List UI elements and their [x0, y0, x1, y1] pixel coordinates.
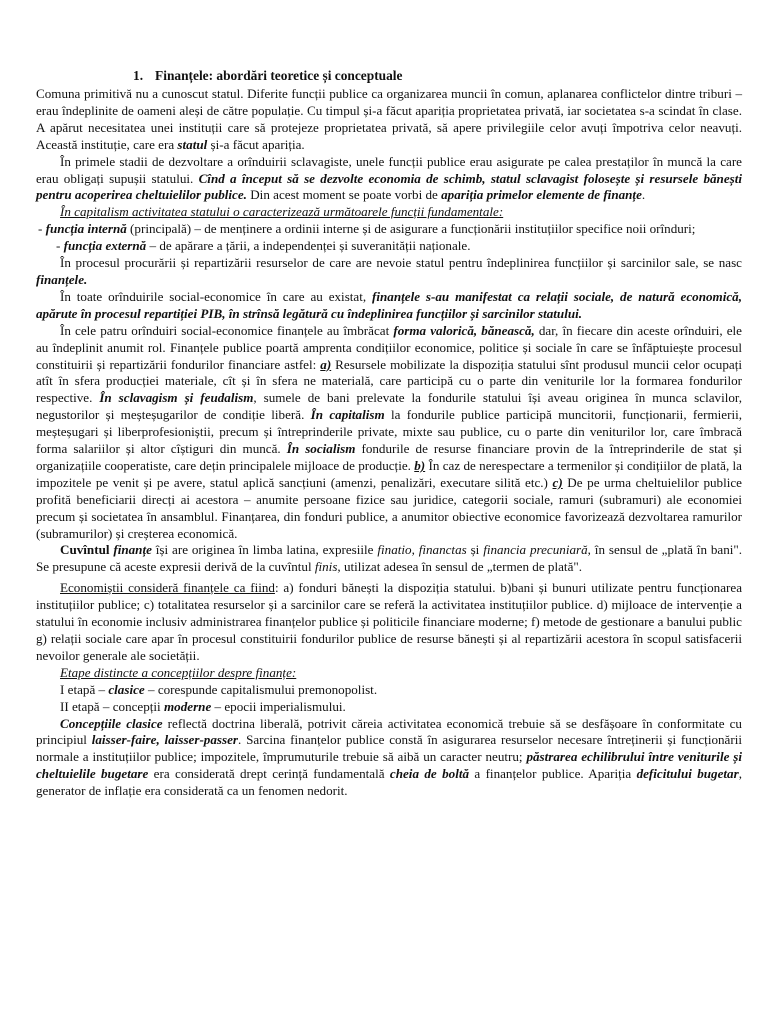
paragraph-four-systems: În cele patru orînduiri social-economice finanțele au îmbrăcat forma valorică, bănească, dar, în fiecare din aceste orînduiri, ele au îndeplinit anumit rol. Finanțele publice poartă amprenta condițiilor economice, politice și sociale în care se înfăptuiește procesul constituirii și repartizării fondurilor financiare astfel: a) Resursele mobilizate la dispoziția statului sînt produsul muncii celor ocupați atît în sfera producției materiale, cît și în sfera ne materială, care participă cu o parte din veniturile lor la formarea fondurilor respective. În sclavagism și feudalism, sumele de bani prelevate la fondurile statului își aveau originea în munca sclavilor, negustorilor și meșteșugarilor de condiție liberă. În capitalism la fondurile publice participă muncitorii, funcționarii, fermierii, meșteșugari și liberprofesioniștii, precum și întreprinderile private, mixte sau publice, cu o parte din veniturilor lor, care îmbracă forma salariilor și altor cîștiguri din muncă. În socialism fondurile de resurse financiare provin de la întreprinderile de stat și organizațiile cooperatiste, care dețin principalele mijloace de producție. b) În caz de nerespectare a termenilor și condițiilor de plată, la impozitele pe venit și pe avere, statul aplică sancțiuni (amenzi, penalizări, executare silită etc.) c) De pe urma cheltuielilor publice profită beneficiarii direcți ai acestora – anumite persoane fizice sau juridice, categorii sociale, ramuri (subramuri) ale economiei precum și societatea în ansamblul. Finanțarea, din fonduri publice, a anumitor obiective economice favorizează dezvoltarea ramurilor (subramurilor) și creșterea economică. [36, 322, 743, 541]
paragraph-economists: Economiștii consideră finanțele ca fiind: a) fonduri bănești la dispoziția statului. b)bani și bunuri utilizate pentru funcționarea instituțiilor publice; c) totalitatea resurselor și a sarcinilor care se referă la activitatea instituțiilor publice. d) mijloace de intervenție a statului în economie inclusiv administrarea finanțelor publice și politicile financiare moderne; f) metode de gestionare a banului public g) relații sociale care apar în procesul constituirii fondurilor publice de resurse bănești și al repartizării acestora în scopul satisfacerii nevoilor generale ale societății. [36, 580, 743, 663]
paragraph-word-origin: Cuvîntul finanțe își are originea în limba latina, expresiile finatio, financtas și financia precuniară, în sensul de „plată în bani". Se presupune că aceste expresii derivă de la cuvîntul finis, utilizat adesea în sensul de „termen de plată". [36, 542, 743, 575]
paragraph-stage-two: II etapă – concepții moderne – epocii imperialismului. [60, 698, 346, 714]
paragraph-slavery: În primele stadii de dezvoltare a orînduirii sclavagiste, unele funcții publice erau asigurate pe calea prestaților în muncă la care erau obligați supușii statului. Cînd a început să se dezvolte economia de schimb, statul sclavagist folosește și resursele bănești pentru acoperirea cheltuielilor publice. Din acest moment se poate vorbi de apariția primelor elemente de finanțe. [36, 153, 743, 203]
document-page [36, 67, 742, 800]
list-item-external-function: - funcția externă – de apărare a țării, a independenței și suveranității naționale. [56, 238, 471, 254]
paragraph-primitive-community: Comuna primitivă nu a cunoscut statul. Diferite funcții publice ca organizarea muncii în comun, aplanarea conflictelor dintre triburi – erau îndeplinite de oameni aleși de către populație. Cu timpul și-a făcut apariția proprietatea privată, iar societatea s-a scindat în clase. A apărut necesitatea unei instituții care să protejeze proprietatea privată, să apere privilegiile celor avuți împotriva celor neavuți. Această instituție, care era statul și-a făcut apariția. [36, 86, 742, 152]
paragraph-classical-concepts: Concepțiile clasice reflectă doctrina liberală, potrivit căreia activitatea economică trebuie să se desfășoare în conformitate cu principiul laisser-faire, laisser-passer. Sarcina finanțelor publice constă în asigurarea resurselor necesare întreținerii și funcționării normale a instituțiilor publice; impozitele, împrumuturile trebuie să aibă un caracter neutru; păstrarea echilibrului între veniturile și cheltuielile bugetare era considerată drept cerință fundamentală cheia de boltă a finanțelor publice. Apariția deficitului bugetar, generator de inflație era considerată ca un fenomen nedorit. [36, 715, 743, 799]
list-item-internal-function: - funcția internă (principală) – de menținere a ordinii interne și de asigurare a funcționării instituțiilor specifice noii orînduri; [38, 221, 696, 237]
paragraph-stages-heading: Etape distincte a concepțiilor despre finanțe: [60, 664, 297, 680]
paragraph-finances-born: În procesul procurării și repartizării resurselor de care are nevoie statul pentru îndeplinirea funcțiilor și sarcinilor sale, se nasc finanțele. [36, 255, 742, 287]
paragraph-stage-one: I etapă – clasice – corespunde capitalismului premonopolist. [60, 681, 378, 697]
heading-title: Finanțele: abordări teoretice și conceptuale [155, 68, 403, 83]
heading-number: 1. [133, 68, 144, 83]
paragraph-capitalism-functions: În capitalism activitatea statului o caracterizează următoarele funcții fundamentale: [60, 204, 504, 220]
paragraph-social-relations: În toate orînduirile social-economice în care au existat, finanțele s-au manifestat ca relații sociale, de natură economică, apărute în procesul repartiției PIB, în strînsă legătură cu îndeplinirea funcțiilor și sarcinilor statului. [36, 288, 742, 321]
section-heading [133, 67, 742, 84]
